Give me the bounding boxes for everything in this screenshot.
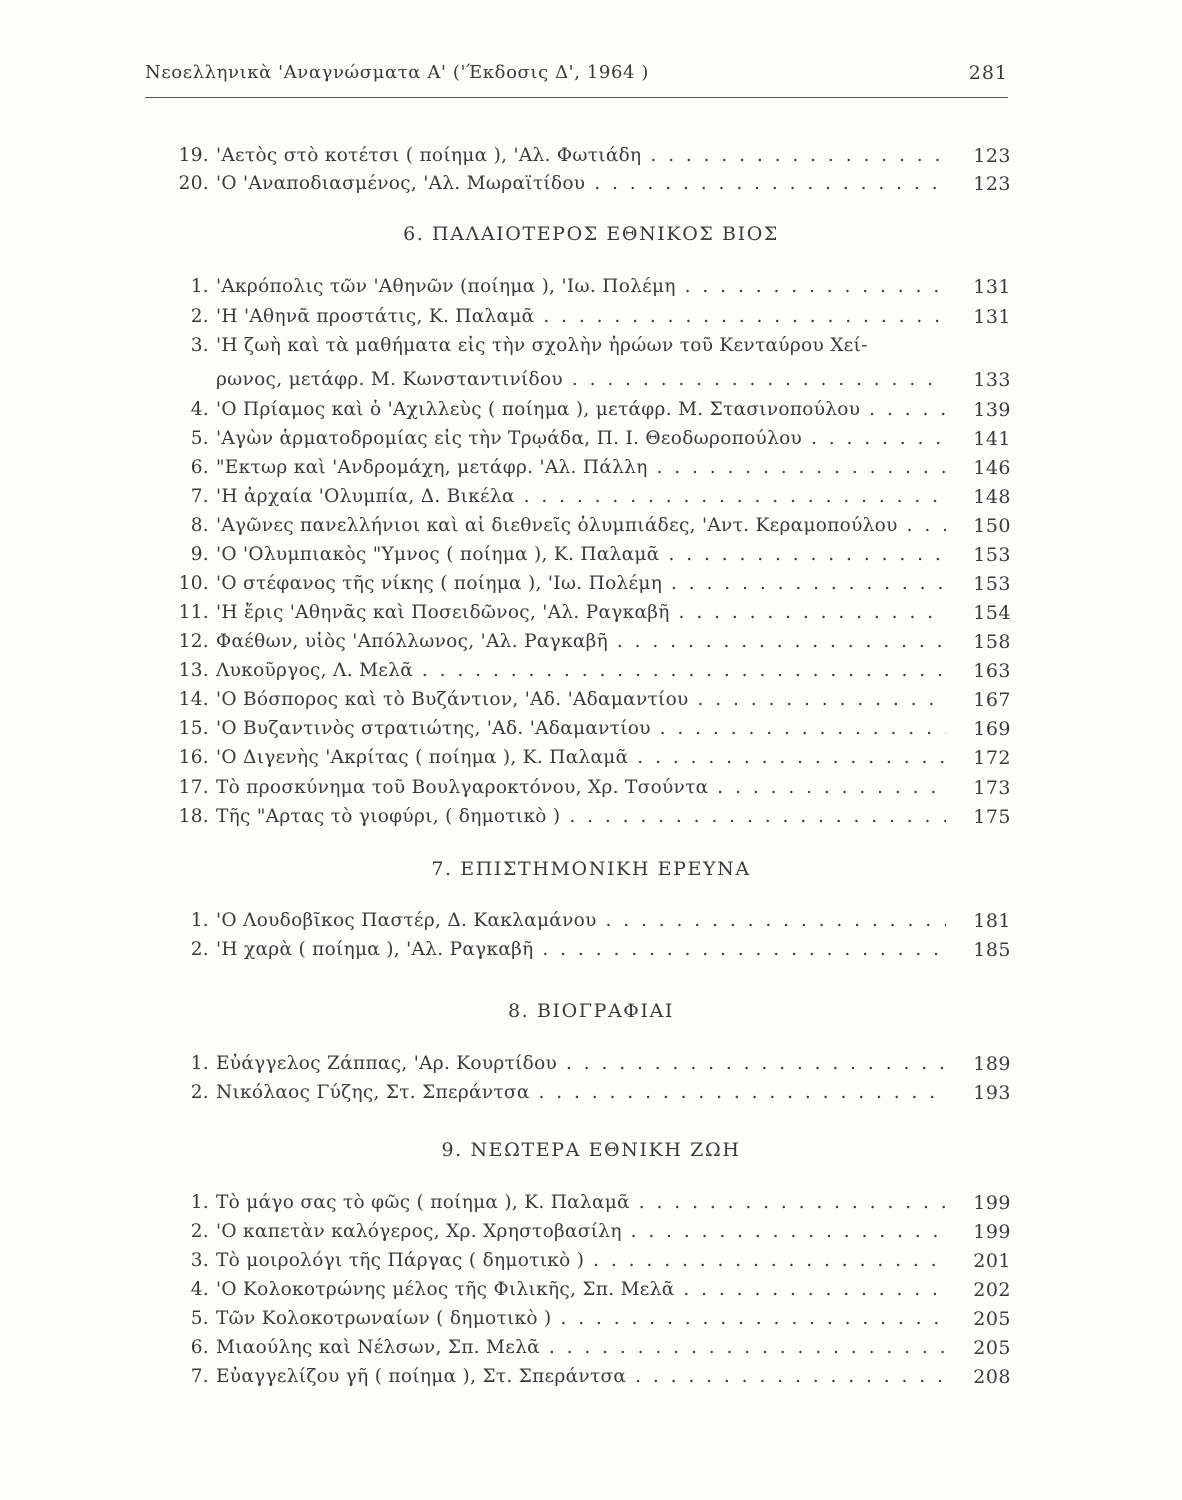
toc-entry-title: Εὐάγγελος Ζάππας, 'Αρ. Κουρτίδου . . . <box>216 1053 946 1074</box>
toc-entry-page: 199 <box>973 1192 1011 1214</box>
toc-entry-title: 'Ο καπετὰν καλόγερος, Χρ. Χρηστοβασίλη . . . <box>216 1221 946 1242</box>
toc-entry <box>168 306 1011 336</box>
toc-entry-title: Τῆς "Αρτας τὸ γιοφύρι, ( δημοτικὸ ) . . . <box>216 806 946 827</box>
toc-entry-page: 141 <box>973 428 1011 450</box>
toc-entry-title: 'Ο Κολοκοτρώνης μέλος τῆς Φιλικῆς, Σπ. Μελᾶ . . . <box>216 1279 946 1300</box>
toc-entry-number: 1. <box>190 1192 209 1213</box>
toc-entry-page: 146 <box>973 457 1011 479</box>
toc-entry-number: 2. <box>190 939 209 960</box>
toc-entry-number: 3. <box>190 1250 209 1271</box>
toc-entry-number: 20. <box>178 173 209 194</box>
toc-entry <box>168 276 1011 306</box>
toc-entry-number: 11. <box>178 602 209 623</box>
toc-entry-page: 181 <box>973 910 1011 932</box>
toc-entry <box>168 631 1011 661</box>
toc-entry-number: 7. <box>190 1366 209 1387</box>
toc-entry-title: 'Αγὼν ἁρματοδρομίας εἰς τὴν Τρῳάδα, Π. Ι. Θεοδωροπούλου . . . <box>216 428 946 449</box>
toc-entry-page: 153 <box>973 573 1011 595</box>
toc-entry-number: 2. <box>190 1082 209 1103</box>
toc-entry-number: 7. <box>190 486 209 507</box>
toc-entry-title: 'Η ζωὴ καὶ τὰ μαθήματα εἰς τὴν σχολὴν ἡρώων τοῦ Κενταύρου Χεί- <box>216 335 868 356</box>
toc-entry-number: 4. <box>190 1279 209 1300</box>
toc-entry <box>168 1250 1011 1280</box>
toc-entry-page: 158 <box>973 631 1011 653</box>
toc-entry-number: 6. <box>190 1337 209 1358</box>
toc-entry <box>168 544 1011 574</box>
toc-entry-page: 205 <box>973 1337 1011 1359</box>
toc-entry <box>168 1308 1011 1338</box>
toc-entry <box>168 428 1011 458</box>
toc-entry-title: Τὸ μοιρολόγι τῆς Πάργας ( δημοτικὸ ) . . . <box>216 1250 946 1271</box>
toc-entry-title: 'Ο Λουδοβῖκος Παστέρ, Δ. Κακλαμάνου . . . <box>216 910 946 931</box>
section-heading: 6. ΠΑΛΑΙΟΤΕΡΟΣ ΕΘΝΙΚΟΣ ΒΙΟΣ <box>403 223 779 245</box>
toc-entry-page: 169 <box>973 718 1011 740</box>
toc-entry-number: 6. <box>190 457 209 478</box>
toc-entry-title: 'Ο Πρίαμος καὶ ὁ 'Αχιλλεὺς ( ποίημα ), μετάφρ. Μ. Στασινοπούλου . . . <box>216 399 946 420</box>
toc-entry-number: 5. <box>190 428 209 449</box>
toc-entry <box>168 457 1011 487</box>
toc-entry-title: 'Η 'Αθηνᾶ προστάτις, Κ. Παλαμᾶ . . . <box>216 306 946 327</box>
toc-entry-number: 15. <box>178 718 209 739</box>
toc-entry-page: 205 <box>973 1308 1011 1330</box>
toc-entry-page: 148 <box>973 486 1011 508</box>
toc-entry-number: 1. <box>190 910 209 931</box>
toc-entry-page: 163 <box>973 660 1011 682</box>
header-page-number: 281 <box>968 62 1008 84</box>
toc-entry-number: 2. <box>190 306 209 327</box>
toc-entry-number: 13. <box>178 660 209 681</box>
section-heading: 9. ΝΕΩΤΕΡΑ ΕΘΝΙΚΗ ΖΩΗ <box>441 1139 741 1161</box>
toc-entry-title: 'Η χαρὰ ( ποίημα ), 'Αλ. Ραγκαβῆ . . . <box>216 939 946 960</box>
toc-entry-number: 19. <box>178 145 209 166</box>
toc-entry <box>168 939 1011 969</box>
toc-entry-page: 201 <box>973 1250 1011 1272</box>
toc-entry-title: 'Ο 'Ολυμπιακὸς "Υμνος ( ποίημα ), Κ. Παλαμᾶ . . . <box>216 544 946 565</box>
toc-entry-title: 'Η ἀρχαία 'Ολυμπία, Δ. Βικέλα . . . <box>216 486 946 507</box>
toc-entry <box>168 1192 1011 1222</box>
toc-entry-title: 'Αετὸς στὸ κοτέτσι ( ποίημα ), 'Αλ. Φωτιάδη . . . <box>216 145 946 166</box>
toc-entry <box>168 173 1011 203</box>
toc-entry-page: 167 <box>973 689 1011 711</box>
toc-entry <box>168 335 1011 365</box>
toc-entry-title: 'Ακρόπολις τῶν 'Αθηνῶν (ποίημα ), 'Ιω. Πολέμη . . . <box>216 276 946 297</box>
toc-entry-page: 202 <box>973 1279 1011 1301</box>
toc-entry-title: 'Ο Βόσπορος καὶ τὸ Βυζάντιον, 'Αδ. 'Αδαμαντίου . . . <box>216 689 946 710</box>
toc-entry-title: Εὐαγγελίζου γῆ ( ποίημα ), Στ. Σπεράντσα . . . <box>216 1366 946 1387</box>
toc-entry-page: 131 <box>973 276 1011 298</box>
toc-entry <box>168 1221 1011 1251</box>
toc-entry <box>168 689 1011 719</box>
toc-entry-title: "Εκτωρ καὶ 'Ανδρομάχη, μετάφρ. 'Αλ. Πάλλη . . . <box>216 457 946 478</box>
toc-entry <box>168 660 1011 690</box>
toc-entry-number: 8. <box>190 515 209 536</box>
toc-entry-number: 3. <box>190 335 209 356</box>
toc-entry <box>168 777 1011 807</box>
toc-entry-title: 'Ο 'Αναποδιασμένος, 'Αλ. Μωραϊτίδου . . . <box>216 173 946 194</box>
toc-entry <box>168 1279 1011 1309</box>
toc-entry <box>168 515 1011 545</box>
toc-entry-number: 2. <box>190 1221 209 1242</box>
toc-entry-title: Τὸ μάγο σας τὸ φῶς ( ποίημα ), Κ. Παλαμᾶ . . . <box>216 1192 946 1213</box>
toc-entry-page: 208 <box>973 1366 1011 1388</box>
toc-entry <box>168 1366 1011 1396</box>
toc-entry-title: Λυκοῦργος, Λ. Μελᾶ . . . <box>216 660 946 681</box>
toc-entry-title: Τὸ προσκύνημα τοῦ Βουλγαροκτόνου, Χρ. Τσούντα . . . <box>216 777 946 798</box>
section-heading: 7. ΕΠΙΣΤΗΜΟΝΙΚΗ ΕΡΕΥΝΑ <box>431 858 751 880</box>
toc-entry-number: 1. <box>190 276 209 297</box>
toc-entry-title: 'Η ἔρις 'Αθηνᾶς καὶ Ποσειδῶνος, 'Αλ. Ραγκαβῆ . . . <box>216 602 946 623</box>
section-heading: 8. ΒΙΟΓΡΑΦΙΑΙ <box>507 1000 674 1022</box>
toc-entry-number: 16. <box>178 747 209 768</box>
toc-entry <box>168 145 1011 175</box>
toc-entry-title: Τῶν Κολοκοτρωναίων ( δημοτικὸ ) . . . <box>216 1308 946 1329</box>
toc-entry-page: 172 <box>973 747 1011 769</box>
toc-entry <box>168 910 1011 940</box>
toc-entry-page: 150 <box>973 515 1011 537</box>
toc-entry-title: 'Ο Βυζαντινὸς στρατιώτης, 'Αδ. 'Αδαμαντίου . . . <box>216 718 946 739</box>
header-title: Νεοελληνικὰ 'Αναγνώσματα Α' ('Έκδοσις Δ', 1964 ) <box>145 62 650 83</box>
toc-entry-title: ρωνος, μετάφρ. Μ. Κωνσταντινίδου . . . <box>216 369 946 390</box>
toc-entry <box>168 369 1011 399</box>
toc-entry <box>168 1337 1011 1367</box>
toc-entry-number: 12. <box>178 631 209 652</box>
toc-entry-title: 'Ο Διγενὴς 'Ακρίτας ( ποίημα ), Κ. Παλαμᾶ . . . <box>216 747 946 768</box>
toc-entry-title: Νικόλαος Γύζης, Στ. Σπεράντσα . . . <box>216 1082 946 1103</box>
toc-entry-page: 199 <box>973 1221 1011 1243</box>
toc-entry-page: 193 <box>973 1082 1011 1104</box>
toc-entry-page: 139 <box>973 399 1011 421</box>
toc-entry <box>168 602 1011 632</box>
toc-entry-number: 1. <box>190 1053 209 1074</box>
toc-entry <box>168 747 1011 777</box>
toc-entry-page: 123 <box>973 173 1011 195</box>
toc-entry-page: 123 <box>973 145 1011 167</box>
toc-entry <box>168 486 1011 516</box>
header-rule <box>145 97 1008 98</box>
toc-entry <box>168 1053 1011 1083</box>
toc-entry <box>168 1082 1011 1112</box>
toc-entry-page: 175 <box>973 806 1011 828</box>
toc-entry <box>168 399 1011 429</box>
toc-entry-title: Μιαούλης καὶ Νέλσων, Σπ. Μελᾶ . . . <box>216 1337 946 1358</box>
toc-entry-number: 10. <box>178 573 209 594</box>
toc-entry-number: 17. <box>178 777 209 798</box>
toc-entry <box>168 573 1011 603</box>
toc-entry-number: 4. <box>190 399 209 420</box>
toc-entry-page: 154 <box>973 602 1011 624</box>
toc-entry-page: 185 <box>973 939 1011 961</box>
toc-entry-title: 'Αγῶνες πανελλήνιοι καὶ αἱ διεθνεῖς ὀλυμπιάδες, 'Αντ. Κεραμοπούλου . . . <box>216 515 946 536</box>
toc-entry-title: Φαέθων, υἱὸς 'Απόλλωνος, 'Αλ. Ραγκαβῆ . . . <box>216 631 946 652</box>
toc-entry-number: 14. <box>178 689 209 710</box>
toc-entry <box>168 806 1011 836</box>
toc-entry-number: 18. <box>178 806 209 827</box>
toc-entry-page: 131 <box>973 306 1011 328</box>
toc-entry-page: 173 <box>973 777 1011 799</box>
toc-entry-number: 9. <box>190 544 209 565</box>
toc-entry-title: 'Ο στέφανος τῆς νίκης ( ποίημα ), 'Ιω. Πολέμη . . . <box>216 573 946 594</box>
toc-entry-page: 153 <box>973 544 1011 566</box>
toc-entry-page: 189 <box>973 1053 1011 1075</box>
running-header <box>145 62 1008 92</box>
toc-entry <box>168 718 1011 748</box>
toc-entry-number: 5. <box>190 1308 209 1329</box>
toc-entry-page: 133 <box>973 369 1011 391</box>
